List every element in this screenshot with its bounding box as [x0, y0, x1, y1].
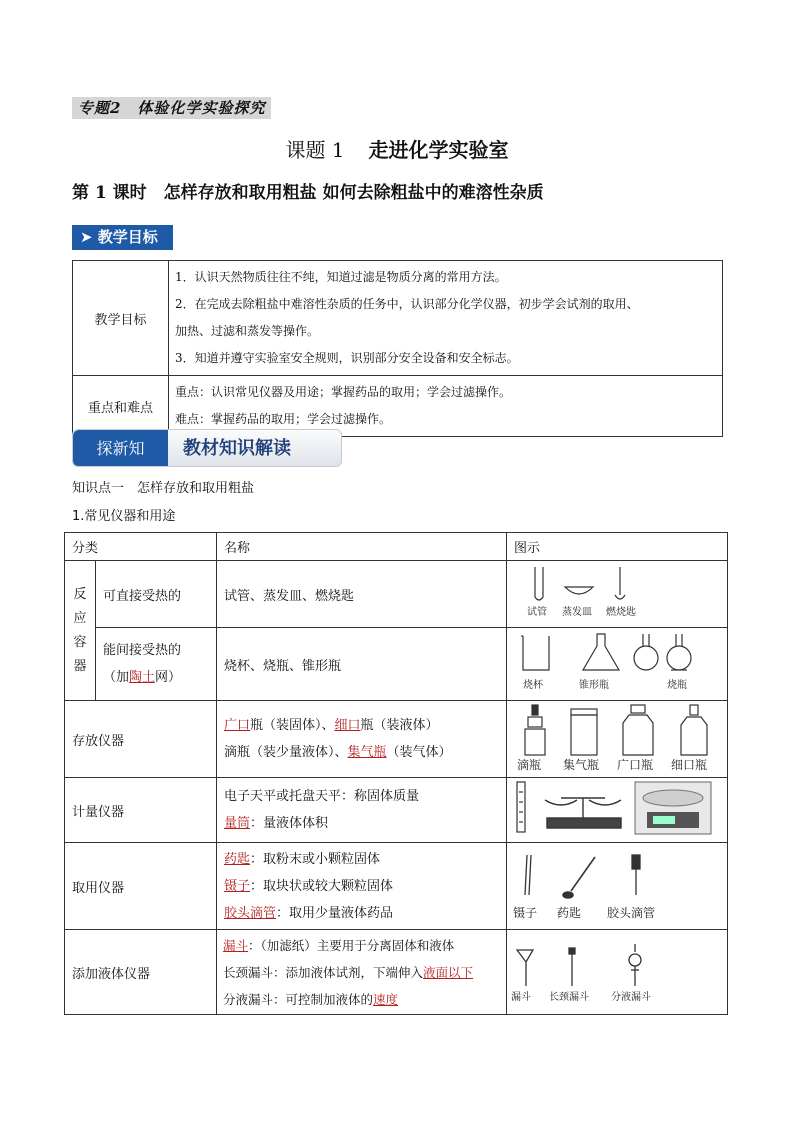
indirect-heat-figure	[507, 628, 728, 701]
explore-title: 教材知识解读	[183, 438, 291, 459]
round-flask-icon	[634, 634, 691, 670]
text: （加	[103, 670, 130, 685]
underlined-term: 漏斗	[223, 937, 249, 953]
caption-narrow-mouth-bottle: 细口瓶	[671, 758, 708, 772]
gas-jar-icon	[571, 709, 597, 755]
goal-line: 3．知道并遵守实验室安全规则，识别部分安全设备和安全标志。	[175, 351, 519, 365]
text: 网）	[155, 670, 182, 685]
text: ：量液体体积	[250, 816, 329, 831]
text: 分液漏斗：可控制加液体的	[223, 991, 374, 1007]
difficult-point: 难点：掌握药品的取用；学会过滤操作。	[175, 412, 392, 426]
key-points	[169, 376, 723, 437]
adding-label: 添加液体仪器	[65, 930, 217, 1015]
section-heading: 1.常见仪器和用途	[72, 509, 176, 524]
separating-funnel-icon	[629, 944, 641, 986]
caption-round-flask: 烧瓶	[667, 680, 687, 691]
text: ：取用少量液体药品	[276, 905, 394, 921]
goal-line: 加热、过滤和蒸发等操作。	[175, 324, 320, 338]
lesson-name: 走进化学实验室	[368, 138, 509, 162]
taking-illustration	[507, 843, 727, 925]
adding-figure	[507, 930, 728, 1015]
underlined-term: 陶土	[129, 670, 156, 685]
goal-list	[169, 261, 723, 376]
goal-header: 教学目标	[73, 261, 169, 376]
narrow-mouth-bottle-icon	[681, 705, 707, 755]
table-row	[65, 930, 728, 1015]
wide-mouth-bottle-icon	[623, 705, 653, 755]
text: 瓶（装液体）	[360, 718, 439, 733]
dropper-bottle-icon	[525, 705, 545, 755]
header-category: 分类	[65, 533, 217, 561]
caption-tweezers: 镊子	[513, 906, 538, 920]
lesson-title	[0, 136, 794, 164]
rubber-dropper-icon	[632, 855, 640, 895]
storage-illustration	[507, 701, 727, 773]
measure-illustration	[507, 778, 727, 838]
funnel-icon	[517, 950, 533, 986]
knowledge-point-heading: 知识点一 怎样存放和取用粗盐	[72, 481, 255, 496]
indirect-heat-label	[96, 628, 217, 701]
storage-line-2	[224, 739, 499, 766]
adding-line-2	[223, 959, 500, 986]
underlined-term: 速度	[373, 991, 399, 1007]
storage-figure	[507, 701, 728, 778]
table-row	[65, 561, 728, 628]
table-row	[65, 843, 728, 930]
storage-label: 存放仪器	[65, 701, 217, 778]
spatula-icon	[563, 857, 595, 898]
goal-line: 2．在完成去除粗盐中难溶性杂质的任务中，认识部分化学仪器，初步学会试剂的取用、	[175, 297, 639, 311]
taking-label: 取用仪器	[65, 843, 217, 930]
text: 滴瓶（装少量液体）、	[224, 745, 348, 760]
taking-line-1	[224, 846, 499, 873]
indirect-heat-label-1: 能间接受热的	[103, 643, 182, 658]
text: （装气体）	[386, 745, 452, 760]
taking-line-2	[224, 873, 499, 900]
taking-names	[217, 843, 507, 930]
underlined-term: 胶头滴管	[224, 905, 277, 921]
caption-dropper-bottle: 滴瓶	[517, 758, 542, 772]
char: 容	[73, 634, 87, 650]
unit-tag: 专题2 体验化学实验探究	[72, 97, 271, 119]
char: 反	[73, 586, 87, 602]
char: 应	[73, 610, 87, 626]
key-point: 重点：认识常见仪器及用途；掌握药品的取用；学会过滤操作。	[175, 385, 512, 399]
conical-flask-icon	[583, 634, 619, 670]
lesson-prefix: 课题 1	[285, 138, 345, 162]
underlined-term: 液面以下	[423, 964, 474, 980]
caption-beaker: 烧杯	[523, 680, 543, 691]
direct-heat-figure	[507, 561, 728, 628]
header-figure: 图示	[507, 533, 728, 561]
table-row	[65, 628, 728, 701]
evaporating-dish-icon	[565, 587, 593, 594]
table-header-row	[65, 533, 728, 561]
caption-rubber-dropper: 胶头滴管	[607, 906, 656, 920]
goals-table	[72, 260, 723, 437]
storage-names	[217, 701, 507, 778]
indirect-heat-names: 烧杯、烧瓶、锥形瓶	[217, 628, 507, 701]
caption-conical-flask: 锥形瓶	[579, 680, 609, 691]
explore-banner	[72, 429, 342, 467]
storage-line-1	[224, 712, 499, 739]
teaching-goals-banner: ➤ 教学目标	[72, 225, 173, 250]
combustion-spoon-icon	[615, 567, 625, 599]
underlined-term: 集气瓶	[347, 745, 387, 760]
tweezers-icon	[525, 855, 531, 895]
underlined-term: 药匙	[224, 851, 251, 867]
underlined-term: 广口	[224, 718, 251, 733]
electronic-balance-icon	[635, 782, 711, 834]
indirect-heat-illustration	[507, 628, 727, 696]
key-header: 重点和难点	[73, 376, 169, 437]
underlined-term: 镊子	[224, 878, 251, 894]
direct-heat-label: 可直接受热的	[96, 561, 217, 628]
graduated-cylinder-icon	[517, 782, 525, 832]
text: ：（加滤纸）主要用于分离固体和液体	[248, 937, 455, 953]
adding-line-3	[223, 986, 500, 1013]
direct-heat-illustration	[507, 561, 727, 623]
caption-test-tube: 试管	[527, 607, 547, 618]
taking-line-3	[224, 900, 499, 927]
caption-wide-mouth-bottle: 广口瓶	[617, 758, 654, 772]
text: 长颈漏斗：添加液体试剂，下端伸入	[223, 964, 424, 980]
underlined-term: 细口	[334, 718, 361, 733]
measure-line-2	[224, 810, 499, 837]
caption-spatula: 药匙	[557, 906, 582, 920]
underlined-term: 量筒	[224, 816, 251, 831]
adding-illustration	[507, 930, 727, 1010]
caption-gas-jar: 集气瓶	[563, 758, 600, 772]
caption-combustion-spoon: 燃烧匙	[606, 607, 636, 618]
measure-figure	[507, 778, 728, 843]
measure-names	[217, 778, 507, 843]
adding-names	[217, 930, 507, 1015]
explore-tag: 探新知	[73, 430, 168, 467]
long-neck-funnel-icon	[569, 948, 575, 986]
char: 器	[73, 658, 87, 674]
measure-line-1: 电子天平或托盘天平：称固体质量	[224, 789, 420, 804]
table-row	[65, 701, 728, 778]
table-row	[65, 778, 728, 843]
caption-separating-funnel: 分液漏斗	[611, 992, 651, 1003]
text: ：取粉末或小颗粒固体	[250, 851, 381, 867]
text: ：取块状或较大颗粒固体	[250, 878, 394, 894]
header-name: 名称	[217, 533, 507, 561]
taking-figure	[507, 843, 728, 930]
caption-evaporating-dish: 蒸发皿	[562, 607, 592, 618]
reaction-container-label	[65, 561, 96, 701]
measure-label: 计量仪器	[65, 778, 217, 843]
caption-funnel: 漏斗	[511, 992, 531, 1003]
goal-line: 1．认识天然物质往往不纯，知道过滤是物质分离的常用方法。	[175, 270, 507, 284]
beaker-icon	[521, 636, 549, 670]
instrument-table	[64, 532, 728, 1015]
text: 瓶（装固体）、	[250, 718, 335, 733]
caption-long-neck-funnel: 长颈漏斗	[549, 992, 589, 1003]
period-title: 第 1 课时 怎样存放和取用粗盐 如何去除粗盐中的难溶性杂质	[72, 183, 544, 203]
adding-line-1	[223, 932, 500, 959]
indirect-heat-label-2	[103, 664, 209, 691]
direct-heat-names: 试管、蒸发皿、燃烧匙	[217, 561, 507, 628]
test-tube-icon	[535, 567, 543, 600]
balance-icon	[545, 798, 621, 828]
